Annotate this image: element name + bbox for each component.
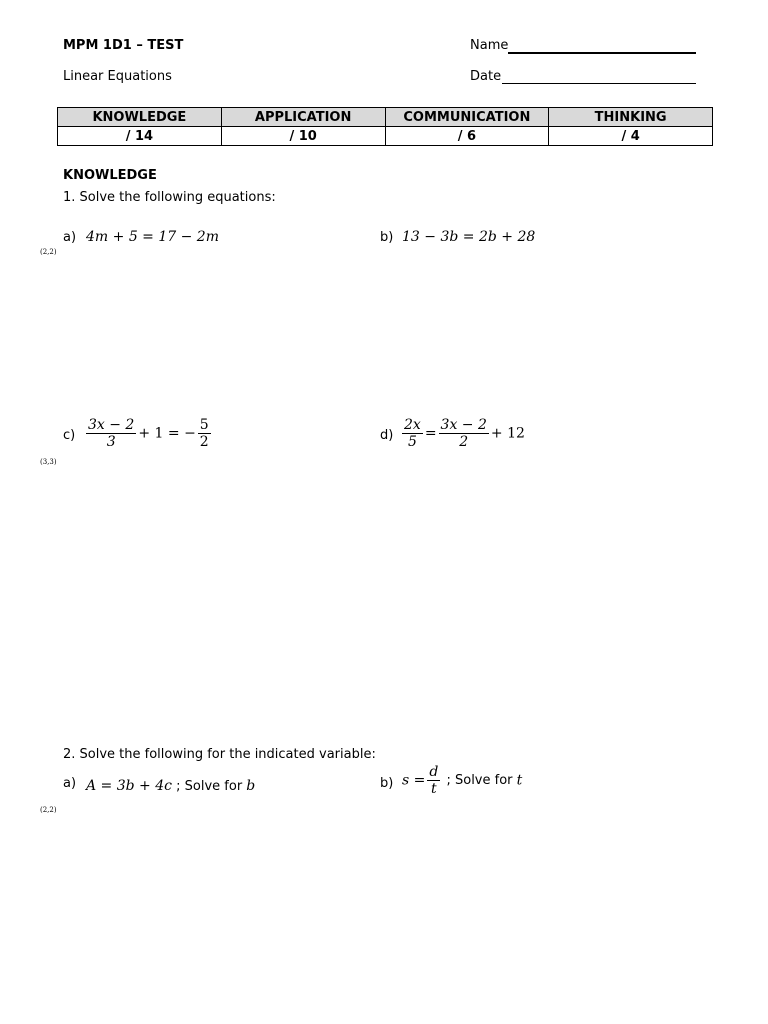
date-label: Date: [470, 69, 502, 84]
q1c-label: c): [63, 428, 76, 443]
header-communication: COMMUNICATION: [385, 108, 549, 127]
header-application: APPLICATION: [221, 108, 385, 127]
q1c-num-2: 5: [199, 417, 209, 433]
q2-score: (2,2): [40, 806, 57, 814]
q1c-den-2: 2: [199, 434, 209, 450]
q1b-equation: 13 − 3b = 2b + 28: [402, 229, 536, 245]
q1d-label: d): [380, 428, 394, 443]
q2b-instruction: ; Solve for: [442, 773, 517, 788]
q2b-fraction: [427, 764, 440, 797]
q2b-line: [402, 764, 522, 797]
marks-table-header-row: [58, 108, 713, 127]
topic-title: Linear Equations: [63, 69, 172, 84]
value-application: / 10: [221, 127, 385, 146]
course-title: MPM 1D1 – TEST: [63, 38, 184, 53]
section-title: KNOWLEDGE: [63, 168, 157, 183]
q1d-num-1: 2x: [404, 417, 421, 433]
q1d-den-2: 2: [459, 434, 469, 450]
q1d-fraction-1: [402, 417, 423, 450]
value-communication: / 6: [385, 127, 549, 146]
q2b-num: d: [429, 764, 439, 780]
q1a-label: a): [63, 230, 77, 245]
q2b-den: t: [431, 781, 437, 797]
q2a-line: [86, 775, 255, 794]
name-field-line[interactable]: [508, 52, 696, 54]
q1-prompt: 1. Solve the following equations:: [63, 190, 276, 205]
q2-prompt: 2. Solve the following for the indicated variable:: [63, 747, 376, 762]
q1d-num-2: 3x − 2: [440, 417, 487, 433]
q1d-fraction-2: [439, 417, 489, 450]
q1d-tail: + 12: [490, 425, 525, 442]
q2a-equation: A = 3b + 4c: [86, 778, 172, 794]
value-thinking: / 4: [549, 127, 713, 146]
q2b-variable: t: [516, 772, 523, 789]
marks-table-values-row: [58, 127, 713, 146]
q1b-label: b): [380, 230, 394, 245]
q1a-equation: 4m + 5 = 17 − 2m: [86, 229, 219, 245]
q2a-variable: b: [246, 778, 256, 794]
name-label: Name: [470, 38, 509, 53]
q2b-lhs: s =: [402, 772, 426, 789]
q1c-num-1: 3x − 2: [88, 417, 135, 433]
q2a-label: a): [63, 776, 77, 791]
q2a-instruction: ; Solve for: [172, 779, 247, 794]
q1d-den-1: 5: [407, 434, 417, 450]
header-thinking: THINKING: [549, 108, 713, 127]
q1c-middle: + 1 = −: [138, 425, 196, 442]
value-knowledge: / 14: [58, 127, 222, 146]
date-field-line[interactable]: [502, 83, 696, 84]
q1cd-score: (3,3): [40, 458, 57, 466]
q1d-equals: =: [424, 425, 437, 442]
q1c-fraction-2: [198, 417, 211, 450]
q1d-equation: [400, 417, 525, 450]
q1ab-score: (2,2): [40, 248, 57, 256]
q1c-den-1: 3: [106, 434, 116, 450]
header-knowledge: KNOWLEDGE: [58, 108, 222, 127]
q1c-fraction-1: [86, 417, 136, 450]
q1c-equation: [84, 417, 213, 450]
marks-table: [57, 107, 713, 146]
q2b-label: b): [380, 776, 394, 791]
